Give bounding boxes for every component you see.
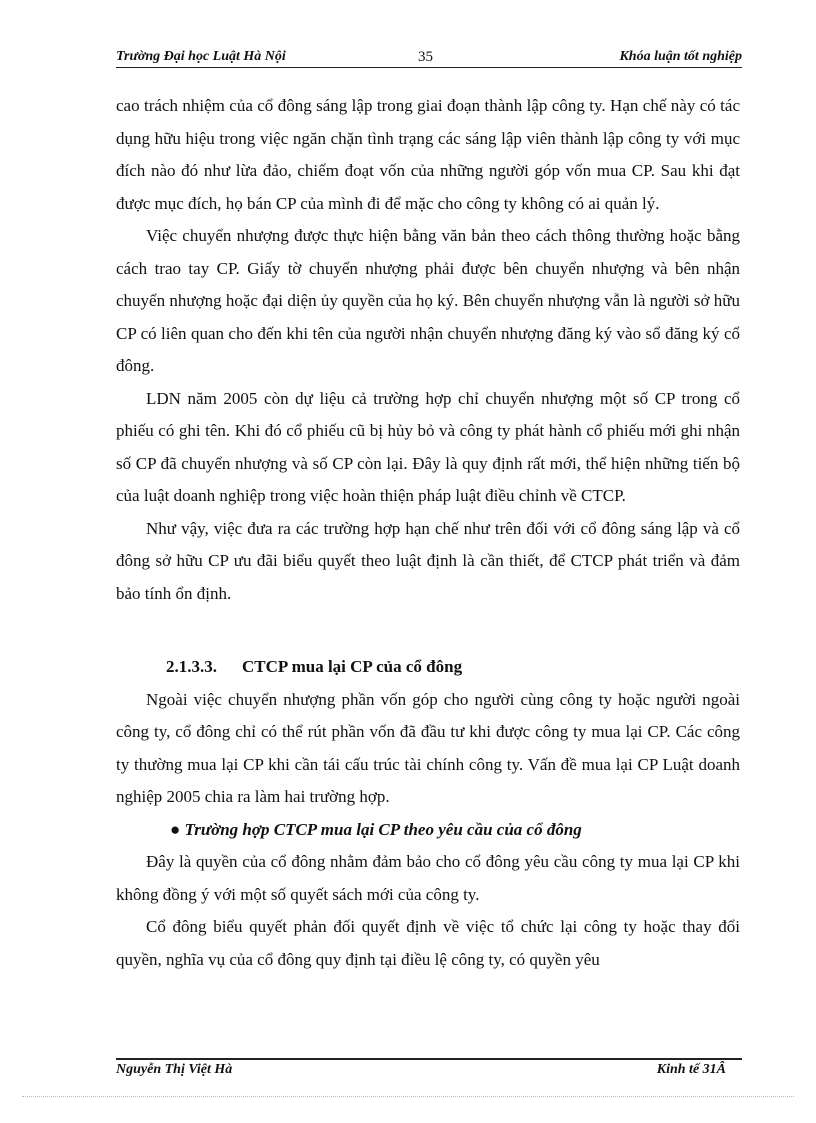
- footer-author: Nguyễn Thị Việt Hà: [116, 1062, 233, 1077]
- paragraph-7: Cổ đông biểu quyết phản đối quyết định về việc tổ chức lại công ty hoặc thay đổi quyền, nghĩa vụ của cổ đông quy định tại điều lệ công ty, có quyền yêu: [116, 917, 740, 969]
- header-thesis-type: Khóa luận tốt nghiệp: [619, 49, 742, 64]
- paragraph-5: Ngoài việc chuyển nhượng phần vốn góp cho người cùng công ty hoặc người ngoài công ty, cổ đông chỉ có thể rút phần vốn đã đầu tư khi được công ty mua lại CP. Các công ty thường mua lại CP khi cần tái cấu trúc tài chính công ty. Vấn đề mua lại CP Luật doanh nghiệp 2005 chia ra làm hai trường hợp.: [116, 689, 740, 806]
- footer-divider: [116, 1058, 742, 1060]
- section-heading: [116, 651, 740, 684]
- section-number: 2.1.3.3.: [166, 657, 217, 676]
- paragraph-1: cao trách nhiệm của cổ đông sáng lập trong giai đoạn thành lập công ty. Hạn chế này có tác dụng hữu hiệu trong việc ngăn chặn tình trạng các sáng lập viên thành lập công ty với mục đích nào đó như lừa đảo, chiếm đoạt vốn của những người góp vốn mua CP. Sau khi đạt được mục đích, họ bán CP của mình đi để mặc cho công ty không có ai quản lý.: [116, 96, 740, 213]
- page-bottom-dotted-line: [22, 1096, 794, 1097]
- page-body: [116, 90, 740, 976]
- paragraph-4: Như vậy, việc đưa ra các trường hợp hạn chế như trên đối với cổ đông sáng lập và cổ đông sở hữu CP ưu đãi biểu quyết theo luật định là cần thiết, để CTCP phát triển và đảm bảo tính ổn định.: [116, 518, 740, 603]
- page-footer: [116, 1062, 726, 1080]
- paragraph-6: Đây là quyền của cổ đông nhằm đảm bảo cho cổ đông yêu cầu công ty mua lại CP khi không đồng ý với một số quyết sách mới của công ty.: [116, 852, 740, 904]
- header-university: Trường Đại học Luật Hà Nội: [116, 49, 286, 64]
- page-header: [116, 49, 742, 67]
- header-page-number: 35: [418, 49, 433, 65]
- section-title: CTCP mua lại CP của cổ đông: [242, 657, 463, 676]
- paragraph-3: LDN năm 2005 còn dự liệu cả trường hợp chỉ chuyển nhượng một số CP trong cổ phiếu có ghi tên. Khi đó cổ phiếu cũ bị hủy bỏ và công ty phát hành cổ phiếu mới ghi nhận số CP đã chuyển nhượng và số CP còn lại. Đây là quy định rất mới, thể hiện những tiến bộ của luật doanh nghiệp trong việc hoàn thiện pháp luật điều chỉnh về CTCP.: [116, 388, 740, 505]
- header-divider: [116, 67, 742, 68]
- bullet-heading: ● Trường hợp CTCP mua lại CP theo yêu cầu của cổ đông: [170, 819, 582, 839]
- paragraph-2: Việc chuyển nhượng được thực hiện bằng văn bản theo cách thông thường hoặc bằng cách trao tay CP. Giấy tờ chuyển nhượng phải được bên chuyển nhượng và bên nhận chuyển nhượng hoặc đại diện ủy quyền của họ ký. Bên chuyển nhượng vẫn là người sở hữu CP có liên quan cho đến khi tên của người nhận chuyển nhượng đăng ký vào sổ đăng ký cổ đông.: [116, 226, 740, 375]
- footer-class: Kinh tế 31Â: [656, 1062, 726, 1077]
